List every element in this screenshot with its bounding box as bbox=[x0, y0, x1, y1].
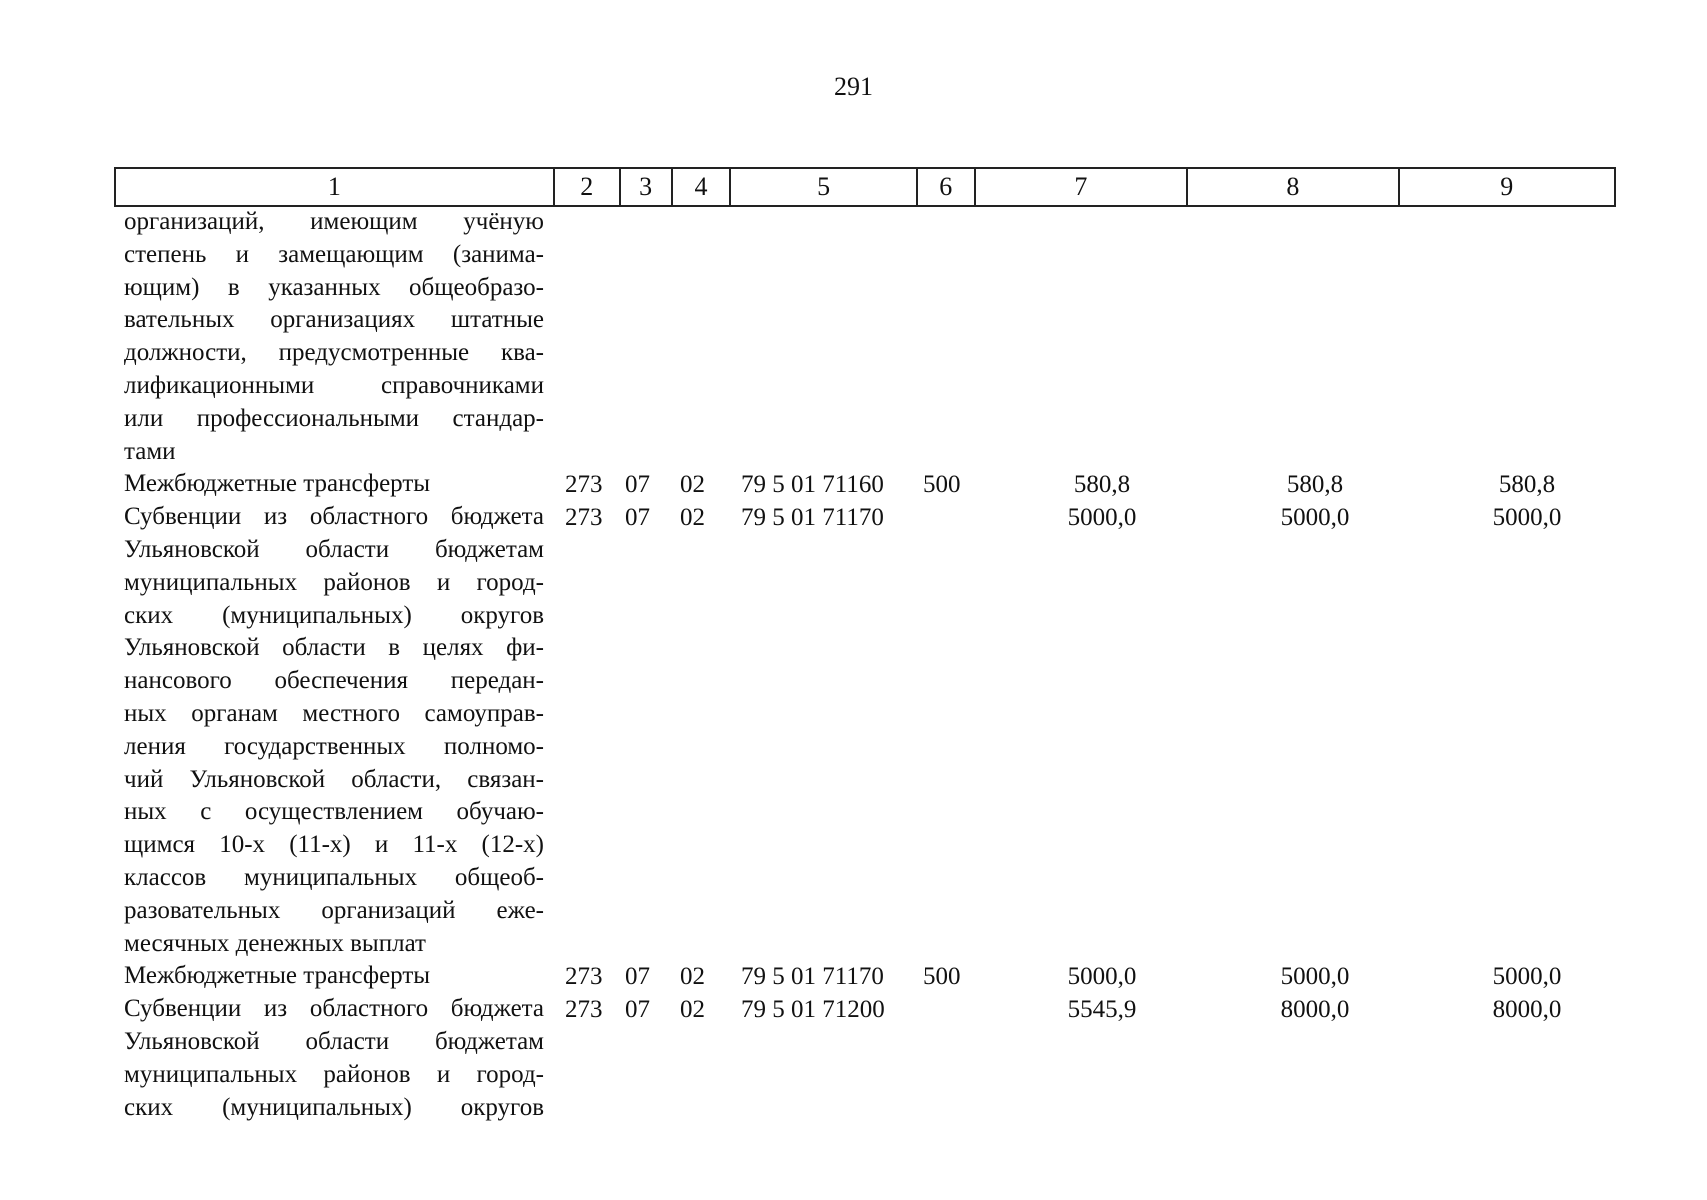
table-row bbox=[124, 501, 1624, 960]
cell-col-9: 5000,0 bbox=[1492, 963, 1562, 991]
row-description bbox=[124, 501, 544, 960]
description-line: щимся 10-х (11-х) и 11-х (12-х) bbox=[124, 831, 544, 859]
header-col-3: 3 bbox=[621, 169, 673, 205]
header-col-9: 9 bbox=[1500, 172, 1514, 201]
table-row bbox=[124, 993, 1624, 1124]
description-line: Ульяновской области бюджетам bbox=[124, 535, 544, 563]
cell-col-6: 500 bbox=[923, 471, 961, 499]
description-line: Субвенции из областного бюджета bbox=[124, 995, 544, 1023]
cell-col-3: 07 bbox=[625, 504, 650, 532]
description-line: степень и замещающим (занима- bbox=[124, 240, 544, 268]
table-row bbox=[124, 206, 1624, 468]
cell-col-8: 5000,0 bbox=[1280, 504, 1350, 532]
cell-col-7: 5545,9 bbox=[1067, 996, 1137, 1024]
cell-col-7: 580,8 bbox=[1073, 471, 1131, 499]
cell-col-5: 79 5 01 71200 bbox=[741, 996, 885, 1024]
description-line: или профессиональными стандар- bbox=[124, 404, 544, 432]
row-values bbox=[124, 993, 1624, 1026]
description-line: ления государственных полномо- bbox=[124, 732, 544, 760]
description-line: вательных организациях штатные bbox=[124, 306, 544, 334]
cell-col-5: 79 5 01 71170 bbox=[741, 963, 884, 991]
description-line: Ульяновской области в целях фи- bbox=[124, 634, 544, 662]
cell-col-7: 5000,0 bbox=[1067, 504, 1137, 532]
table-row bbox=[124, 468, 1624, 501]
description-line: организаций, имеющим учёную bbox=[124, 208, 544, 235]
cell-col-5: 79 5 01 71160 bbox=[741, 471, 884, 499]
description-line: чий Ульяновской области, связан- bbox=[124, 765, 544, 793]
description-line: муниципальных районов и город- bbox=[124, 1060, 544, 1088]
description-line: Межбюджетные трансферты bbox=[124, 962, 431, 990]
description-line: лификационными справочниками bbox=[124, 371, 544, 399]
cell-col-3: 07 bbox=[625, 963, 650, 991]
cell-col-2: 273 bbox=[565, 996, 603, 1024]
row-description bbox=[124, 206, 544, 468]
cell-col-8: 8000,0 bbox=[1280, 996, 1350, 1024]
cell-col-4: 02 bbox=[680, 471, 705, 499]
header-col-2: 2 bbox=[555, 169, 621, 205]
header-col-6: 6 bbox=[918, 169, 976, 205]
table-row bbox=[124, 960, 1624, 993]
description-line: ных органам местного самоуправ- bbox=[124, 699, 544, 727]
description-line: ных с осуществлением обучаю- bbox=[124, 798, 544, 826]
table-header-row bbox=[114, 167, 1616, 207]
cell-col-4: 02 bbox=[680, 996, 705, 1024]
description-line: Межбюджетные трансферты bbox=[124, 470, 431, 498]
row-values bbox=[124, 468, 1624, 501]
header-col-1: 1 bbox=[116, 169, 555, 205]
description-line: ских (муниципальных) округов bbox=[124, 601, 544, 629]
description-line: Субвенции из областного бюджета bbox=[124, 503, 544, 531]
cell-col-8: 580,8 bbox=[1286, 471, 1344, 499]
cell-col-8: 5000,0 bbox=[1280, 963, 1350, 991]
cell-col-2: 273 bbox=[565, 504, 603, 532]
header-col-5: 5 bbox=[731, 169, 918, 205]
row-values bbox=[124, 960, 1624, 993]
description-line: нансового обеспечения передан- bbox=[124, 667, 544, 695]
header-col-8: 8 bbox=[1188, 169, 1399, 205]
cell-col-4: 02 bbox=[680, 504, 705, 532]
description-line: разовательных организаций еже- bbox=[124, 896, 544, 924]
header-col-7: 7 bbox=[976, 169, 1188, 205]
description-line: месячных денежных выплат bbox=[124, 929, 426, 957]
description-line: муниципальных районов и город- bbox=[124, 568, 544, 596]
cell-col-3: 07 bbox=[625, 996, 650, 1024]
cell-col-6: 500 bbox=[923, 963, 961, 991]
cell-col-4: 02 bbox=[680, 963, 705, 991]
cell-col-2: 273 bbox=[565, 963, 603, 991]
cell-col-7: 5000,0 bbox=[1067, 963, 1137, 991]
cell-col-9: 580,8 bbox=[1498, 471, 1556, 499]
table-body bbox=[124, 206, 1624, 1124]
cell-col-9: 8000,0 bbox=[1492, 996, 1562, 1024]
header-col-4: 4 bbox=[673, 169, 732, 205]
cell-col-3: 07 bbox=[625, 471, 650, 499]
description-line: классов муниципальных общеоб- bbox=[124, 863, 544, 891]
description-line: должности, предусмотренные ква- bbox=[124, 339, 544, 367]
cell-col-5: 79 5 01 71170 bbox=[741, 504, 884, 532]
cell-col-2: 273 bbox=[565, 471, 603, 499]
description-line: тами bbox=[124, 437, 176, 465]
description-line: ющим) в указанных общеобразо- bbox=[124, 273, 544, 301]
row-values bbox=[124, 501, 1624, 534]
page-number: 291 bbox=[834, 72, 873, 101]
description-line: Ульяновской области бюджетам bbox=[124, 1027, 544, 1055]
description-line: ских (муниципальных) округов bbox=[124, 1093, 544, 1121]
cell-col-9: 5000,0 bbox=[1492, 504, 1562, 532]
